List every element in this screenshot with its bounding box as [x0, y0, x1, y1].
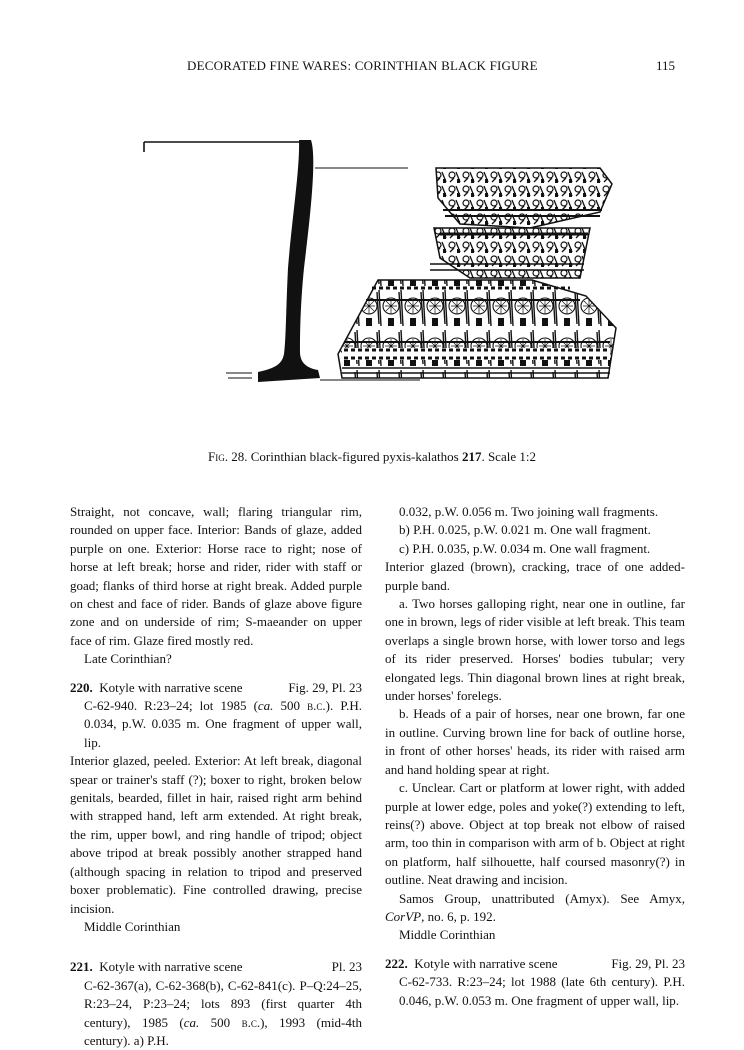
figure-28 — [140, 128, 620, 400]
caption-text: Corinthian black-figured pyxis-kalathos — [250, 449, 459, 464]
entry-221-desc-a: a. Two horses galloping right, near one in outline, far one in brown, legs of rider visible at left break. This team overlaps a single brown horse, with lower torso and legs of its rider preserved. Horses' bodies tubular; very elongated legs. Thin diagonal brown lines at right break, under horses' forelegs. — [385, 596, 685, 704]
entry-221-title: Kotyle with narrative scene — [99, 959, 243, 975]
right-column — [385, 503, 685, 1010]
entry-221-figure-ref: Pl. 23 — [331, 959, 362, 975]
entry-220-date: Middle Corinthian — [84, 918, 181, 934]
entry-221-inventory: C-62-367(a), C-62-368(b), C-62-841(c). P–Q:24–25, R:23–24, P:23–24; lots 893 (first quarter 4th century), 1985 (ca. 500 b.c.), 1993 (mid-4th century). a) P.H. — [84, 977, 362, 1048]
entry-221-date: Middle Corinthian — [399, 927, 496, 943]
page-number: 115 — [656, 58, 676, 73]
entry-220-title: Kotyle with narrative scene — [99, 679, 243, 695]
left-column — [70, 503, 362, 1050]
entry-220-inventory: C-62-940. R:23–24; lot 1985 (ca. 500 b.c.). P.H. 0.034, p.W. 0.035 m. One fragment of upper wall, lip. — [84, 698, 362, 750]
entry-222-figure-ref: Fig. 29, Pl. 23 — [611, 955, 685, 971]
lower-fragment — [338, 280, 616, 378]
entry-221-attribution: Samos Group, unattributed (Amyx). See Amyx, CorVP, no. 6, p. 192. — [385, 890, 685, 924]
caption-catalog-number: 217 — [461, 449, 482, 464]
entry-221-heading — [70, 958, 362, 976]
entry-221-desc-b: b. Heads of a pair of horses, near one brown, far one in outline. Curving brown line for back of outline horse, in front of other horses' heads, its rider with raised arm and hand holding spear at right. — [385, 706, 685, 777]
running-header — [0, 58, 744, 78]
upper-fragment — [430, 168, 612, 278]
entry-220-heading — [70, 679, 362, 697]
caption-number: 28. — [231, 449, 248, 464]
entry-222-heading — [385, 955, 685, 973]
running-title: DECORATED FINE WARES: CORINTHIAN BLACK FIGURE — [187, 58, 538, 73]
entry-220-number: 220. — [70, 679, 93, 695]
entry-220-figure-ref: Fig. 29, Pl. 23 — [288, 679, 362, 695]
entry-217-description: Straight, not concave, wall; flaring triangular rim, rounded on upper face. Interior: Bands of glaze, added purple on one. Exterior: Horse race to right; nose of horse at left break; horse and rider, rider with staff or goad; flanks of third horse at right break. Added purple on chest and face of rider. Bands of glaze above figure zone and on underside of rim; S-maeander on upper face of rim. Glaze fired mostly red. — [70, 504, 362, 648]
pyxis-kalathos-drawing — [140, 128, 620, 400]
entry-221-interior: Interior glazed (brown), cracking, trace of one added-purple band. — [385, 559, 685, 593]
entry-221-fragment-a: 0.032, p.W. 0.056 m. Two joining wall fragments. — [399, 504, 659, 519]
caption-scale: . Scale 1:2 — [481, 449, 536, 464]
figure-caption — [0, 449, 744, 465]
entry-220-description: Interior glazed, peeled. Exterior: At left break, diagonal spear or trainer's staff (?); boxer to right, broken below genitals, bearded, fillet in hair, raised right arm behind with strapped hand, left arm extended. At right break, the rim, upper bowl, and ring handle of tripod; object above tripod at break possibly another strapped hand (although spacing in relation to tripod and preserved boxer problematic). Fine controlled drawing, precise incision. — [70, 753, 362, 916]
entry-217-date: Late Corinthian? — [84, 651, 172, 667]
entry-221-number: 221. — [70, 959, 93, 975]
caption-label: Fig. — [208, 449, 228, 464]
entry-221-desc-c: c. Unclear. Cart or platform at lower right, with added purple at lower edge, poles and yoke(?) extending to left, reins(?) above. Object at top break not elbow of raised arm, too thin in comparison with arm of b. Object at right on platform, half silhouette, half coursed masonry(?) in outline. Neat drawing and incision. — [385, 780, 685, 888]
entry-222-inventory: C-62-733. R:23–24; lot 1988 (late 6th century). P.H. 0.046, p.W. 0.053 m. One fragment of upper wall, lip. — [399, 974, 685, 1008]
entry-222-number: 222. — [385, 955, 408, 971]
entry-221-fragment-c: c) P.H. 0.035, p.W. 0.034 m. One wall fragment. — [399, 540, 651, 556]
entry-221-fragment-b: b) P.H. 0.025, p.W. 0.021 m. One wall fragment. — [399, 522, 651, 538]
entry-222-title: Kotyle with narrative scene — [414, 955, 558, 971]
